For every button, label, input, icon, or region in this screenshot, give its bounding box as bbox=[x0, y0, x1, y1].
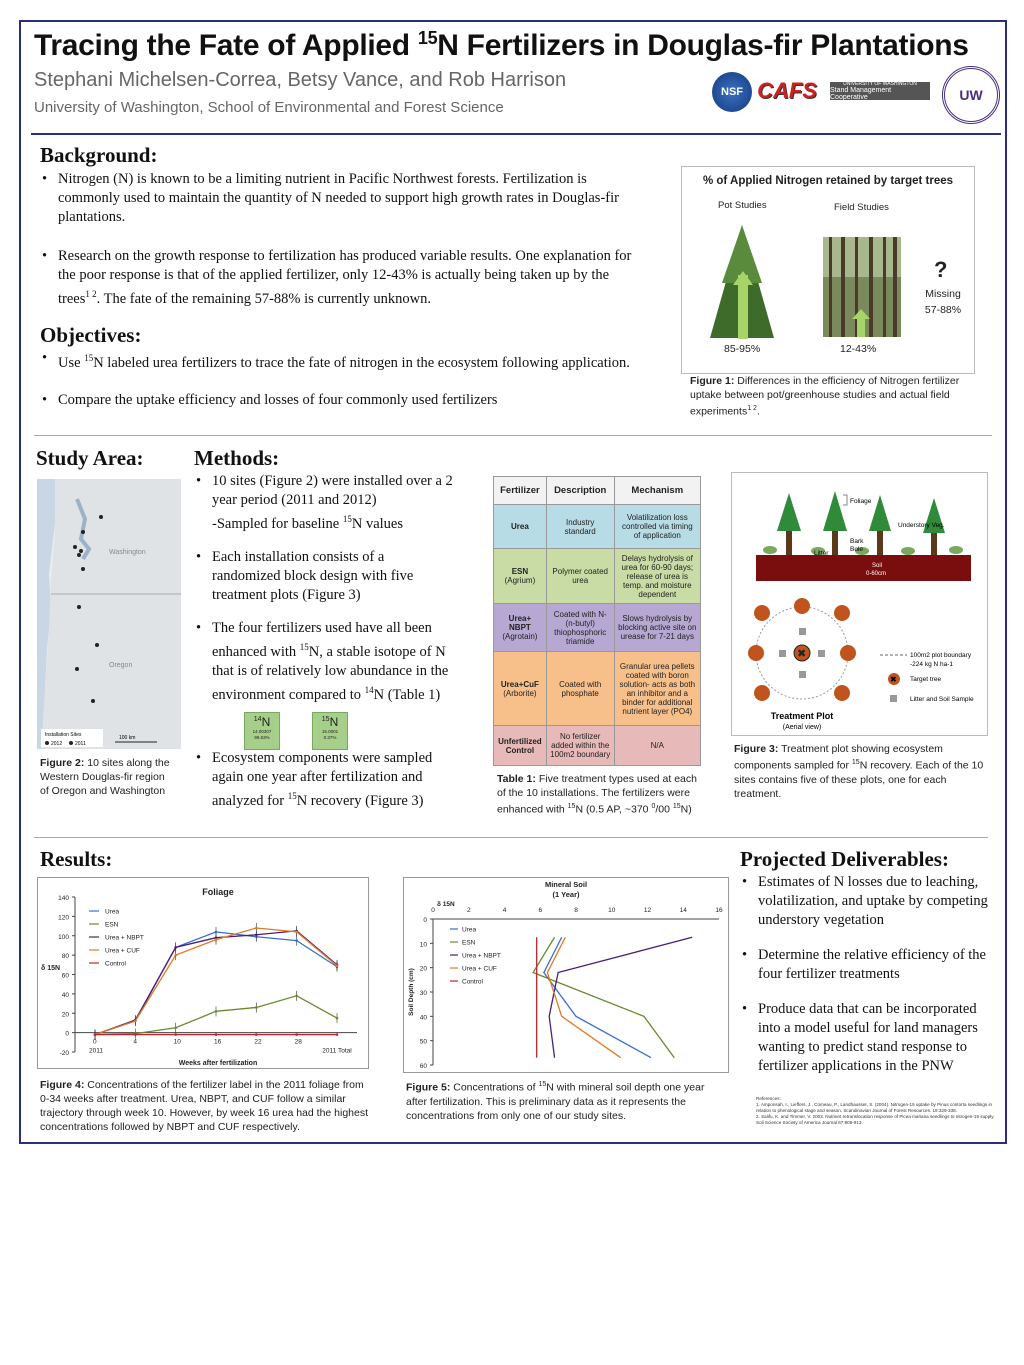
y-tick-label: 10 bbox=[419, 941, 427, 949]
x-axis-title: δ 15N bbox=[437, 901, 455, 908]
legend-label: Urea bbox=[462, 926, 477, 934]
y-tick-label: 20 bbox=[419, 965, 427, 973]
data-point bbox=[174, 954, 177, 957]
svg-text:✖: ✖ bbox=[797, 648, 807, 660]
table1-caption: Table 1: Five treatment types used at each of the 10 installations. The fertilizers were enhanced with $^{15}$N (0.5 AP, ~370 $^0$/00 $^{15}$N) bbox=[497, 773, 697, 816]
legend-target-tree: Target tree bbox=[910, 676, 942, 683]
table-row bbox=[494, 604, 701, 652]
legend-boundary: 100m2 plot boundary bbox=[910, 652, 972, 659]
y-tick-label: 80 bbox=[61, 953, 69, 961]
map-legend-2011: 2011 bbox=[75, 741, 86, 747]
table-cell-description: Polymer coated urea bbox=[546, 549, 614, 604]
x-tick-label: 8 bbox=[574, 907, 578, 914]
treatment-plot-diagram bbox=[732, 473, 987, 735]
y-tick-label: 20 bbox=[61, 1011, 69, 1019]
deliverables-heading: Projected Deliverables: bbox=[740, 847, 949, 871]
data-point bbox=[134, 1020, 137, 1023]
table-header: Mechanism bbox=[614, 477, 700, 505]
methods-bullet: • Each installation consists of a randomized block design with five treatment plots (Figure 3) bbox=[212, 548, 454, 605]
header-rule bbox=[31, 133, 1001, 135]
x-tick-label: 16 bbox=[715, 907, 723, 914]
y-axis-title: Soil Depth (cm) bbox=[408, 968, 415, 1016]
nsf-logo: NSF bbox=[712, 72, 752, 112]
reference-item: 1. Amponsah, I., Lieffers, J., Comeau, P., Landhausser, S. (2004). Nitrogen-15 uptake by Pinus contorta seedlings in relation to phenological stage and season. Scandinavian Journal of Forest Resources. 19:329-338. bbox=[756, 1102, 993, 1113]
objectives-heading: Objectives: bbox=[40, 323, 142, 347]
data-point bbox=[174, 946, 177, 949]
legend-label: Urea + CUF bbox=[462, 965, 497, 973]
smc-logo: UNIVERSITY OF WASHINGTON Stand Management Cooperative bbox=[830, 82, 930, 100]
background-bullet: • Research on the growth response to fertilization has produced variable results. One explanation for the poor response is that of the applied fertilizer, only 12-43% is actually being taken up by the trees$^{1 2}$. The fate of the remaining 57-88% is currently unknown. bbox=[58, 247, 632, 309]
methods-bullet: • Ecosystem components were sampled again one year after fertilization and analyzed for $^{15}$N recovery (Figure 3) bbox=[212, 749, 454, 811]
legend-label: Urea + CUF bbox=[105, 947, 140, 955]
x-tick-label: 2011 Total bbox=[322, 1047, 352, 1055]
site-marker bbox=[79, 549, 83, 553]
x-sub-label: 2011 bbox=[89, 1047, 103, 1055]
label-soil-depth: 0-60cm bbox=[866, 571, 887, 577]
x-tick-label: 0 bbox=[93, 1038, 97, 1046]
table-cell-mechanism: Volatilization loss controlled via timing of application bbox=[614, 505, 700, 549]
data-point bbox=[295, 995, 298, 998]
map-legend-2012: 2012 bbox=[51, 741, 63, 747]
data-point bbox=[215, 1033, 218, 1036]
site-marker bbox=[77, 605, 81, 609]
table-header: Description bbox=[546, 477, 614, 505]
field-pct: 12-43% bbox=[840, 343, 877, 355]
legend-label: Urea bbox=[105, 908, 120, 916]
field-studies-label: Field Studies bbox=[834, 202, 889, 213]
site-marker bbox=[95, 643, 99, 647]
legend-label: ESN bbox=[462, 939, 476, 947]
data-point bbox=[295, 931, 298, 934]
question-mark: ? bbox=[934, 257, 948, 282]
deliverables-bullet: • Estimates of N losses due to leaching, volatilization, and uptake by competing understory vegetation bbox=[758, 873, 996, 930]
x-axis-title: Weeks after fertilization bbox=[178, 1060, 258, 1067]
x-tick-label: 10 bbox=[173, 1038, 181, 1046]
map-scale-label: 100 km bbox=[119, 735, 136, 741]
table-cell-fertilizer: ESN (Agrium) bbox=[494, 549, 547, 604]
section-divider bbox=[34, 837, 988, 838]
figure5-caption: Figure 5: Concentrations of $^{15}$N with mineral soil depth one year after fertilization. This is preliminary data as it represents the concentrations from only one of our study sites. bbox=[406, 1081, 705, 1122]
study-area-map bbox=[37, 479, 181, 749]
y-tick-label: 40 bbox=[61, 991, 69, 999]
y-tick-label: 100 bbox=[58, 933, 69, 941]
table-row bbox=[494, 549, 701, 604]
x-tick-label: 2 bbox=[466, 907, 471, 914]
table-cell-mechanism: Slows hydrolysis by blocking active site on urease for 7-21 days bbox=[614, 604, 700, 652]
figure1-box bbox=[681, 166, 975, 374]
map-label-washington: Washington bbox=[109, 549, 146, 556]
data-point bbox=[255, 1033, 258, 1036]
x-tick-label: 16 bbox=[214, 1038, 222, 1046]
missing-pct: 57-88% bbox=[924, 304, 962, 316]
data-point bbox=[336, 1033, 339, 1036]
figure3-box bbox=[731, 472, 988, 736]
x-tick-label: 10 bbox=[608, 907, 616, 914]
x-tick-label: 4 bbox=[133, 1038, 137, 1046]
methods-list-2 bbox=[194, 749, 454, 825]
figure3-caption: Figure 3: Treatment plot showing ecosystem components sampled for $^{15}$N recovery. Each of the 10 sites contains five of these plots, one for each treatment. bbox=[734, 743, 984, 800]
table-cell-fertilizer: Unfertilized Control bbox=[494, 726, 547, 766]
y-tick-label: 60 bbox=[419, 1063, 427, 1070]
legend-label: Urea + NBPT bbox=[462, 952, 501, 960]
chart-subtitle: (1 Year) bbox=[552, 890, 580, 899]
table-cell-description: Coated with phosphate bbox=[546, 652, 614, 726]
table-row bbox=[494, 505, 701, 549]
map-legend-title: Installation Sites bbox=[45, 732, 82, 738]
figure2-caption: Figure 2: 10 sites along the Western Douglas-fir region of Oregon and Washington bbox=[40, 757, 170, 797]
table-header: Fertilizer bbox=[494, 477, 547, 505]
x-tick-label: 28 bbox=[294, 1038, 302, 1046]
plot-subtitle: (Aerial view) bbox=[782, 724, 822, 731]
x-tick-label: 0 bbox=[431, 907, 435, 914]
table-cell-fertilizer: Urea+ NBPT (Agrotain) bbox=[494, 604, 547, 652]
references-heading: References: bbox=[756, 1096, 781, 1101]
y-tick-label: -20 bbox=[59, 1050, 69, 1057]
missing-label: Missing bbox=[925, 288, 961, 300]
data-point bbox=[336, 1017, 339, 1020]
x-tick-label: 12 bbox=[643, 907, 652, 914]
table-cell-mechanism: Granular urea pellets coated with boron solution- acts as both an inhibitor and a binder for additional nutrient layer (PO4) bbox=[614, 652, 700, 726]
label-understory: Understory Veg. bbox=[898, 522, 945, 529]
y-tick-label: 60 bbox=[61, 972, 69, 980]
x-tick-label: 22 bbox=[254, 1038, 262, 1046]
mineral-soil-chart bbox=[403, 877, 729, 1073]
site-marker bbox=[91, 699, 95, 703]
data-point bbox=[215, 938, 218, 941]
objectives-bullet: • Use $^{15}$N labeled urea fertilizers to trace the fate of nitrogen in the ecosystem following application. bbox=[58, 349, 632, 373]
data-point bbox=[174, 1026, 177, 1029]
map-label-oregon: Oregon bbox=[109, 662, 133, 669]
site-marker bbox=[99, 515, 103, 519]
site-marker bbox=[77, 553, 81, 557]
background-list bbox=[40, 170, 632, 323]
y-axis-title: δ 15N bbox=[41, 965, 61, 972]
authors: Stephani Michelsen-Correa, Betsy Vance, and Rob Harrison bbox=[34, 69, 567, 91]
table-cell-fertilizer: Urea bbox=[494, 505, 547, 549]
x-tick-label: 6 bbox=[538, 907, 543, 914]
deliverables-bullet: • Determine the relative efficiency of the four fertilizer treatments bbox=[758, 946, 996, 984]
y-tick-label: 40 bbox=[419, 1014, 427, 1022]
figure4-caption: Figure 4: Concentrations of the fertilizer label in the 2011 foliage from 0-34 weeks after treatment. Urea, NBPT, and CUF follow a similar trajectory through week 10. However, by week 16 urea had the highest concentrations followed by NBPT and CUF respectively. bbox=[40, 1079, 369, 1133]
y-tick-label: 140 bbox=[58, 895, 69, 902]
table-row bbox=[494, 652, 701, 726]
figure1-title: % of Applied Nitrogen retained by target trees bbox=[702, 175, 954, 187]
y-tick-label: 0 bbox=[423, 917, 427, 924]
pot-studies-label: Pot Studies bbox=[718, 200, 767, 211]
field-stand-image bbox=[823, 237, 901, 337]
deliverables-bullet: • Produce data that can be incorporated into a model useful for land managers wanting to predict stand response to fertilizer applications in the PNW bbox=[758, 1000, 996, 1076]
isotope-15n-tile: $^{15}$N 15.0001 0.37% bbox=[312, 712, 348, 750]
foliage-chart bbox=[37, 877, 369, 1069]
label-foliage: Foliage bbox=[850, 498, 872, 505]
table-cell-description: Industry standard bbox=[546, 505, 614, 549]
data-point bbox=[295, 1033, 298, 1036]
site-marker bbox=[81, 567, 85, 571]
background-heading: Background: bbox=[40, 143, 158, 167]
label-bark: Bark bbox=[850, 538, 864, 545]
data-point bbox=[255, 933, 258, 936]
y-tick-label: 30 bbox=[419, 990, 427, 997]
pot-pct: 85-95% bbox=[724, 343, 761, 355]
table-cell-mechanism: Delays hydrolysis of urea for 60-90 days; release of urea is temp. and moisture dependent bbox=[614, 549, 700, 604]
table-cell-mechanism: N/A bbox=[614, 726, 700, 766]
cafs-logo: CAFS bbox=[757, 78, 817, 103]
section-divider bbox=[34, 435, 992, 436]
data-point bbox=[255, 1006, 258, 1009]
plot-title: Treatment Plot bbox=[770, 711, 834, 721]
table-cell-description: Coated with N-(n-butyl) thiophosphoric triamide bbox=[546, 604, 614, 652]
results-heading: Results: bbox=[40, 847, 113, 871]
data-point bbox=[295, 939, 298, 942]
fertilizer-table bbox=[493, 476, 701, 766]
objectives-list bbox=[40, 349, 632, 424]
table-cell-fertilizer: Urea+CuF (Arborite) bbox=[494, 652, 547, 726]
label-litter: Litter bbox=[814, 550, 829, 557]
legend-label: Urea + NBPT bbox=[105, 934, 144, 942]
methods-bullet: • The four fertilizers used have all been enhanced with $^{15}$N, a stable isotope of N that is of relatively low abundance in the environment compared to $^{14}$N (Table 1) bbox=[212, 619, 454, 705]
x-tick-label: 4 bbox=[502, 907, 507, 914]
methods-heading: Methods: bbox=[194, 446, 280, 470]
data-point bbox=[134, 1033, 137, 1036]
methods-bullet: • 10 sites (Figure 2) were installed over a 2 year period (2011 and 2012) -Sampled for baseline $^{15}$N values bbox=[212, 472, 454, 534]
legend-boundary-rate: -224 kg N ha-1 bbox=[910, 661, 953, 668]
legend-label: Control bbox=[462, 978, 483, 986]
legend-label: ESN bbox=[105, 921, 119, 929]
objectives-bullet: • Compare the uptake efficiency and losses of four commonly used fertilizers bbox=[58, 391, 632, 410]
data-point bbox=[215, 1010, 218, 1013]
site-marker bbox=[81, 530, 85, 534]
pot-tree-image bbox=[702, 223, 782, 343]
data-point bbox=[94, 1033, 97, 1036]
methods-list bbox=[194, 472, 454, 718]
study-area-heading: Study Area: bbox=[36, 446, 144, 470]
affiliation: University of Washington, School of Environmental and Forest Science bbox=[34, 99, 504, 116]
deliverables-list bbox=[740, 873, 996, 1090]
legend-litter-soil: Litter and Soil Sample bbox=[910, 696, 974, 703]
table-cell-description: No fertilizer added within the 100m2 boundary bbox=[546, 726, 614, 766]
data-point bbox=[255, 927, 258, 930]
data-point bbox=[336, 964, 339, 967]
legend-label: Control bbox=[105, 960, 126, 968]
poster-title: Tracing the Fate of Applied $^{15}$N Fertilizers in Douglas-fir Plantations bbox=[34, 28, 969, 62]
reference-item: 2. Salifu, K. and Timmer, V. 2003. Nutrient retranslocation response of Picea mariana seedlings to nitrogen-15 supply. Soil Science Society of America Journal 67:905-913. bbox=[756, 1114, 995, 1125]
chart-frame bbox=[38, 878, 369, 1069]
background-bullet: • Nitrogen (N) is known to be a limiting nutrient in Pacific Northwest forests. Fertilization is commonly used to maintain the quantity of N needed to support high growth rates in Douglas-fir plantations. bbox=[58, 170, 632, 227]
y-tick-label: 50 bbox=[419, 1038, 427, 1046]
chart-title: Mineral Soil bbox=[544, 880, 588, 889]
site-marker bbox=[75, 667, 79, 671]
references bbox=[756, 1096, 1002, 1126]
x-tick-label: 14 bbox=[679, 907, 687, 914]
site-marker bbox=[73, 545, 77, 549]
svg-text:✖: ✖ bbox=[890, 675, 897, 684]
label-soil: Soil bbox=[872, 563, 883, 569]
data-point bbox=[174, 1033, 177, 1036]
uw-seal: UW bbox=[942, 66, 1000, 124]
table-row bbox=[494, 726, 701, 766]
label-bole: Bole bbox=[850, 546, 864, 553]
y-tick-label: 0 bbox=[65, 1030, 69, 1038]
chart-title: Foliage bbox=[202, 887, 234, 897]
isotope-14n-tile: $^{14}$N 14.00307 99.63% bbox=[244, 712, 280, 750]
y-tick-label: 120 bbox=[58, 914, 69, 922]
figure1-caption: Figure 1: Differences in the efficiency of Nitrogen fertilizer uptake between pot/greenhouse studies and actual field experiments$^{1 2}$. bbox=[690, 375, 960, 418]
